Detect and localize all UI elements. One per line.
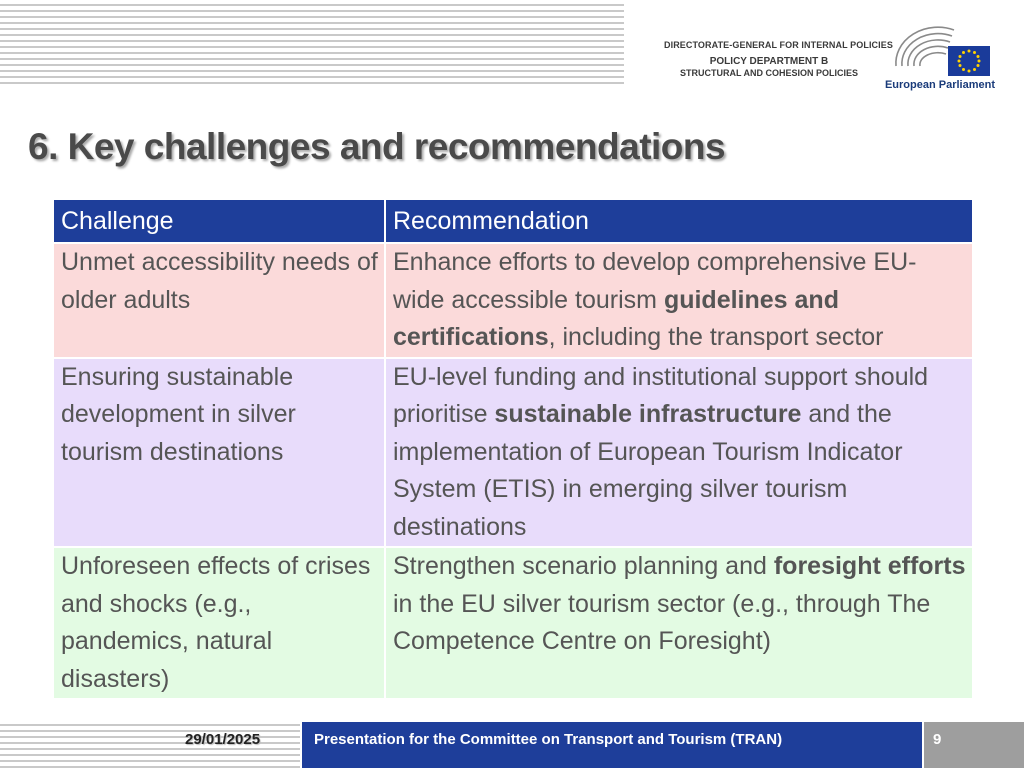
recommendation-highlight: sustainable infrastructure	[494, 400, 802, 428]
recommendation-cell	[385, 358, 973, 548]
presentation-date: 29/01/2025	[185, 731, 261, 748]
recommendation-highlight: foresight efforts	[773, 552, 966, 580]
recommendation-text: Strengthen scenario planning and	[393, 552, 774, 580]
header-stripes	[0, 0, 624, 88]
table-header-row	[53, 199, 973, 243]
dg-line: DIRECTORATE-GENERAL FOR INTERNAL POLICIES	[664, 40, 893, 50]
table-row	[53, 358, 973, 548]
table-row	[53, 547, 973, 699]
page-number: 9	[933, 731, 942, 748]
header-recommendation: Recommendation	[385, 199, 973, 243]
recommendation-text: and the implementation of European Tourism Indicator System (ETIS) in emerging silver tourism destinations	[393, 400, 903, 541]
recommendation-cell	[385, 243, 973, 358]
logo-label: European Parliament	[884, 79, 996, 91]
department-name: POLICY DEPARTMENT B	[709, 56, 829, 67]
table-row	[53, 243, 973, 358]
recommendation-highlight: guidelines and certifications	[393, 285, 839, 351]
challenge-cell: Ensuring sustainable development in silver tourism destinations	[53, 358, 385, 548]
challenges-table	[52, 198, 974, 700]
department-header	[664, 40, 893, 78]
recommendation-text: EU-level funding and institutional support should prioritise	[393, 362, 929, 428]
slide-title: 6. Key challenges and recommendations	[28, 126, 726, 167]
challenge-cell: Unmet accessibility needs of older adults	[53, 243, 385, 358]
recommendation-cell	[385, 547, 973, 699]
footer-title-bar	[302, 722, 922, 768]
recommendation-text: , including the transport sector	[548, 323, 884, 351]
challenge-cell: Unforeseen effects of crises and shocks (e.g., pandemics, natural disasters)	[53, 547, 385, 699]
page-number-box	[924, 722, 1024, 768]
recommendation-text: Enhance efforts to develop comprehensive EU-wide accessible tourism	[393, 248, 917, 314]
recommendation-text: in the EU silver tourism sector (e.g., through The Competence Centre on Foresight)	[393, 589, 931, 655]
header-challenge: Challenge	[53, 199, 385, 243]
department-subtitle: STRUCTURAL AND COHESION POLICIES	[679, 68, 858, 78]
presentation-title: Presentation for the Committee on Transport and Tourism (TRAN)	[314, 731, 783, 748]
